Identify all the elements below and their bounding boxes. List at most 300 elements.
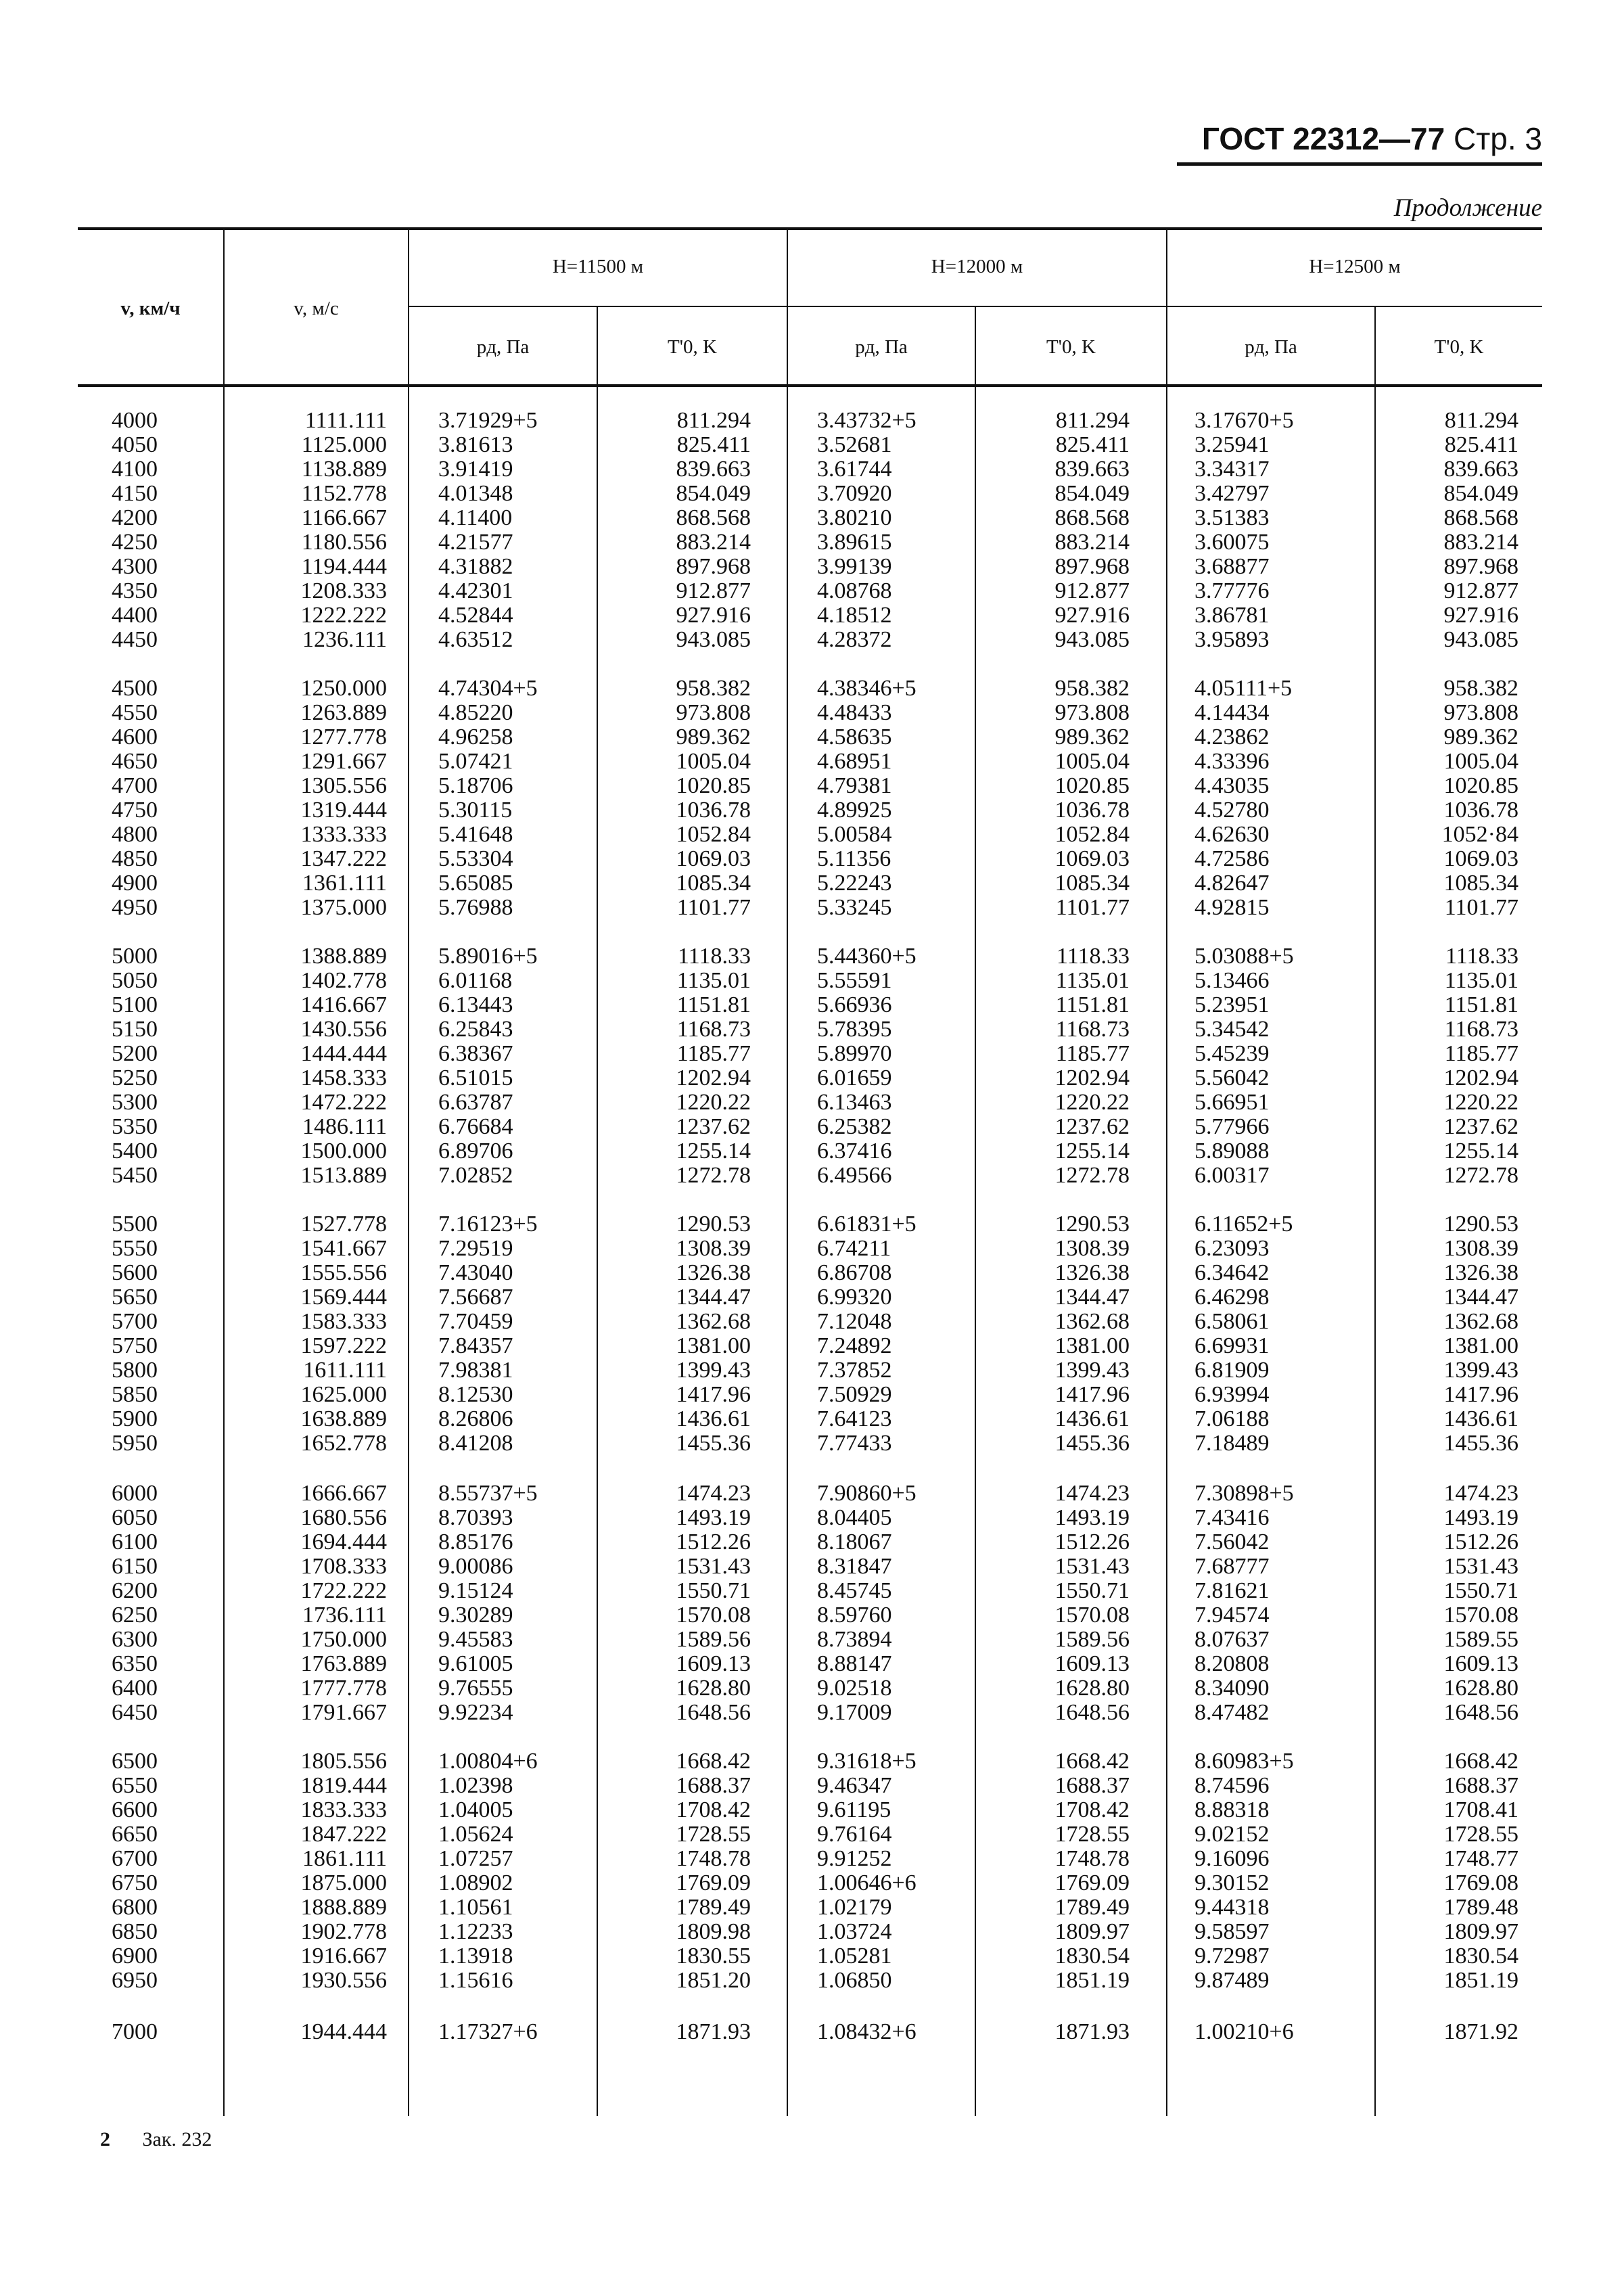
cell-v-ms: 1208.333 (300, 578, 387, 603)
cell-v-ms: 1472.222 (300, 1090, 387, 1115)
cell-v-kmh: 4500 (112, 676, 158, 701)
cell-pressure-12000: 8.73894 (817, 1627, 892, 1652)
cell-v-ms: 1486.111 (302, 1114, 387, 1139)
table-row (0, 1628, 1624, 1652)
cell-temp-11500: 1135.01 (676, 968, 751, 993)
cell-pressure-11500: 5.18706 (438, 773, 513, 798)
cell-pressure-12000: 5.89970 (817, 1041, 892, 1066)
cell-pressure-12500: 7.94574 (1194, 1603, 1270, 1628)
cell-temp-11500: 1069.03 (676, 846, 751, 871)
cell-pressure-12000: 6.01659 (817, 1065, 892, 1090)
cell-pressure-12000: 5.22243 (817, 871, 892, 896)
cell-pressure-12000: 9.31618+5 (817, 1749, 917, 1774)
cell-temp-11500: 839.663 (676, 457, 751, 482)
cell-pressure-12500: 8.34090 (1194, 1676, 1270, 1701)
cell-v-kmh: 4400 (112, 603, 158, 628)
cell-pressure-12500: 5.34542 (1194, 1017, 1270, 1042)
cell-pressure-11500: 4.11400 (438, 505, 513, 530)
cell-pressure-12000: 8.59760 (817, 1603, 892, 1628)
cell-temp-12500: 1830.54 (1443, 1944, 1518, 1969)
cell-v-ms: 1819.444 (300, 1773, 387, 1798)
cell-temp-12500: 1809.97 (1443, 1919, 1518, 1944)
cell-pressure-11500: 5.30115 (438, 798, 513, 823)
cell-v-ms: 1875.000 (300, 1870, 387, 1895)
cell-pressure-11500: 7.02852 (438, 1163, 513, 1188)
cell-pressure-12000: 1.06850 (817, 1968, 892, 1993)
cell-pressure-12500: 6.00317 (1194, 1163, 1270, 1188)
table-row (0, 1139, 1624, 1164)
cell-pressure-12000: 7.37852 (817, 1358, 892, 1383)
cell-pressure-12500: 5.03088+5 (1194, 944, 1294, 969)
cell-v-kmh: 6300 (112, 1627, 158, 1652)
cell-v-ms: 1111.111 (304, 408, 387, 433)
cell-v-ms: 1319.444 (300, 798, 387, 823)
table-row (0, 603, 1624, 628)
cell-pressure-12500: 4.05111+5 (1194, 676, 1293, 701)
cell-v-ms: 1527.778 (300, 1212, 387, 1237)
cell-temp-12500: 1202.94 (1443, 1065, 1518, 1090)
cell-temp-11500: 1830.55 (676, 1944, 751, 1969)
cell-temp-12500: 1036.78 (1443, 798, 1518, 823)
cell-temp-12500: 1550.71 (1443, 1578, 1518, 1603)
cell-pressure-11500: 4.96258 (438, 724, 513, 750)
cell-temp-11500: 973.808 (676, 700, 751, 725)
cell-pressure-11500: 8.41208 (438, 1431, 513, 1456)
table-row (0, 1798, 1624, 1822)
cell-pressure-12500: 9.58597 (1194, 1919, 1270, 1944)
cell-pressure-12500: 5.56042 (1194, 1065, 1270, 1090)
cell-v-ms: 1805.556 (300, 1749, 387, 1774)
header-altitude-12500: H=12500 м (1309, 256, 1401, 277)
cell-v-ms: 1333.333 (300, 822, 387, 847)
cell-temp-12500: 1728.55 (1443, 1822, 1518, 1847)
cell-temp-12500: 1237.62 (1443, 1114, 1518, 1139)
cell-temp-11500: 1101.77 (676, 895, 751, 920)
table-row (0, 1481, 1624, 1506)
cell-v-ms: 1569.444 (300, 1285, 387, 1310)
cell-pressure-12500: 8.20808 (1194, 1651, 1270, 1676)
cell-pressure-12000: 9.46347 (817, 1773, 892, 1798)
cell-temp-12000: 1308.39 (1054, 1236, 1130, 1261)
cell-pressure-11500: 6.51015 (438, 1065, 513, 1090)
table-row (0, 823, 1624, 847)
table-row (0, 1383, 1624, 1407)
cell-v-ms: 1250.000 (300, 676, 387, 701)
cell-pressure-12000: 4.08768 (817, 578, 892, 603)
cell-pressure-12000: 8.18067 (817, 1530, 892, 1555)
cell-temp-12000: 1381.00 (1054, 1333, 1130, 1358)
cell-v-ms: 1944.444 (300, 2019, 387, 2044)
cell-temp-11500: 1344.47 (676, 1285, 751, 1310)
cell-temp-12000: 1708.42 (1054, 1797, 1130, 1822)
cell-pressure-11500: 5.41648 (438, 822, 513, 847)
cell-pressure-12000: 4.18512 (817, 603, 892, 628)
cell-temp-12000: 973.808 (1054, 700, 1130, 725)
table-row (0, 701, 1624, 725)
cell-temp-12500: 912.877 (1443, 578, 1518, 603)
cell-v-ms: 1305.556 (300, 773, 387, 798)
cell-pressure-12500: 3.42797 (1194, 481, 1270, 506)
cell-pressure-12500: 4.52780 (1194, 798, 1270, 823)
cell-v-ms: 1416.667 (300, 992, 387, 1017)
cell-temp-11500: 1688.37 (676, 1773, 751, 1798)
cell-temp-12500: 943.085 (1443, 627, 1518, 652)
table-row (0, 555, 1624, 579)
cell-temp-12000: 1531.43 (1054, 1554, 1130, 1579)
cell-pressure-12000: 7.77433 (817, 1431, 892, 1456)
cell-v-kmh: 5350 (112, 1114, 158, 1139)
cell-pressure-12000: 8.31847 (817, 1554, 892, 1579)
cell-pressure-12500: 4.72586 (1194, 846, 1270, 871)
cell-temp-11500: 1118.33 (678, 944, 751, 969)
cell-temp-12000: 912.877 (1054, 578, 1130, 603)
cell-temp-12500: 1851.19 (1443, 1968, 1518, 1993)
header-v-kmh: v, км/ч (120, 298, 181, 319)
cell-v-ms: 1722.222 (300, 1578, 387, 1603)
cell-pressure-12000: 6.49566 (817, 1163, 892, 1188)
cell-temp-12500: 1769.08 (1443, 1870, 1518, 1895)
table-row (0, 530, 1624, 555)
cell-v-kmh: 5400 (112, 1138, 158, 1164)
table-row (0, 725, 1624, 750)
cell-pressure-11500: 5.65085 (438, 871, 513, 896)
cell-v-ms: 1597.222 (300, 1333, 387, 1358)
cell-pressure-12000: 9.61195 (817, 1797, 891, 1822)
table-row (0, 1579, 1624, 1603)
cell-pressure-11500: 9.76555 (438, 1676, 513, 1701)
cell-v-ms: 1902.778 (300, 1919, 387, 1944)
standard-number: ГОСТ 22312—77 (1201, 121, 1445, 156)
cell-temp-12000: 1255.14 (1054, 1138, 1130, 1164)
cell-pressure-11500: 3.71929+5 (438, 408, 538, 433)
table-row (0, 1774, 1624, 1798)
cell-pressure-12000: 3.80210 (817, 505, 892, 530)
cell-temp-12000: 1399.43 (1054, 1358, 1130, 1383)
cell-pressure-11500: 4.63512 (438, 627, 513, 652)
cell-pressure-12000: 8.88147 (817, 1651, 892, 1676)
cell-temp-12500: 1789.48 (1443, 1895, 1518, 1920)
cell-temp-12000: 1290.53 (1054, 1212, 1130, 1237)
cell-v-kmh: 5900 (112, 1406, 158, 1431)
cell-pressure-11500: 1.08902 (438, 1870, 513, 1895)
cell-pressure-11500: 3.81613 (438, 432, 513, 457)
cell-temp-11500: 912.877 (676, 578, 751, 603)
cell-pressure-12500: 3.95893 (1194, 627, 1270, 652)
cell-temp-12000: 1168.73 (1055, 1017, 1130, 1042)
cell-temp-12500: 1589.55 (1443, 1627, 1518, 1652)
cell-pressure-12500: 4.23862 (1194, 724, 1270, 750)
cell-v-ms: 1236.111 (302, 627, 387, 652)
cell-pressure-12500: 6.69931 (1194, 1333, 1270, 1358)
cell-temp-11500: 1052.84 (676, 822, 751, 847)
cell-v-ms: 1930.556 (300, 1968, 387, 1993)
cell-v-kmh: 5200 (112, 1041, 158, 1066)
cell-v-ms: 1138.889 (301, 457, 387, 482)
cell-v-ms: 1277.778 (300, 724, 387, 750)
cell-temp-11500: 1308.39 (676, 1236, 751, 1261)
cell-pressure-11500: 7.43040 (438, 1260, 513, 1285)
cell-v-kmh: 5250 (112, 1065, 158, 1090)
cell-v-kmh: 6950 (112, 1968, 158, 1993)
cell-pressure-12000: 4.58635 (817, 724, 892, 750)
table-row (0, 1749, 1624, 1774)
cell-v-ms: 1861.111 (302, 1846, 387, 1871)
cell-pressure-12500: 7.81621 (1194, 1578, 1270, 1603)
cell-pressure-12000: 8.04405 (817, 1505, 892, 1530)
cell-pressure-11500: 5.53304 (438, 846, 513, 871)
cell-pressure-12500: 7.56042 (1194, 1530, 1270, 1555)
cell-v-kmh: 4900 (112, 871, 158, 896)
cell-pressure-12000: 6.74211 (817, 1236, 891, 1261)
cell-pressure-12000: 5.33245 (817, 895, 892, 920)
cell-v-ms: 1430.556 (300, 1017, 387, 1042)
cell-v-kmh: 4800 (112, 822, 158, 847)
cell-v-kmh: 5950 (112, 1431, 158, 1456)
table-row (0, 944, 1624, 969)
cell-temp-12000: 1344.47 (1054, 1285, 1130, 1310)
cell-temp-12000: 1493.19 (1054, 1505, 1130, 1530)
cell-v-kmh: 7000 (112, 2019, 158, 2044)
cell-v-kmh: 6650 (112, 1822, 158, 1847)
cell-temp-12500: 1399.43 (1443, 1358, 1518, 1383)
cell-v-kmh: 5600 (112, 1260, 158, 1285)
cell-temp-11500: 1185.77 (676, 1041, 751, 1066)
cell-pressure-12000: 5.00584 (817, 822, 892, 847)
cell-pressure-12000: 4.28372 (817, 627, 892, 652)
cell-temp-11500: 1550.71 (676, 1578, 751, 1603)
cell-temp-12500: 1688.37 (1443, 1773, 1518, 1798)
table-row (0, 506, 1624, 530)
cell-temp-12000: 1326.38 (1054, 1260, 1130, 1285)
cell-temp-12000: 1417.96 (1054, 1382, 1130, 1407)
cell-temp-12000: 1202.94 (1054, 1065, 1130, 1090)
cell-pressure-11500: 4.31882 (438, 554, 513, 579)
cell-temp-12000: 897.968 (1054, 554, 1130, 579)
cell-v-kmh: 6400 (112, 1676, 158, 1701)
cell-temp-12500: 1326.38 (1443, 1260, 1518, 1285)
cell-temp-11500: 883.214 (676, 530, 751, 555)
cell-pressure-11500: 9.45583 (438, 1627, 513, 1652)
cell-pressure-12000: 1.08432+6 (817, 2019, 917, 2044)
cell-v-kmh: 6900 (112, 1944, 158, 1969)
cell-temp-12500: 1135.01 (1444, 968, 1518, 993)
table-row (0, 1652, 1624, 1676)
cell-temp-12000: 1668.42 (1054, 1749, 1130, 1774)
header-temp-3: T'0, K (1434, 336, 1484, 358)
cell-temp-12500: 1512.26 (1443, 1530, 1518, 1555)
header-v-ms: v, м/с (294, 298, 339, 319)
cell-temp-12000: 1851.19 (1054, 1968, 1130, 1993)
cell-v-kmh: 6750 (112, 1870, 158, 1895)
cell-pressure-11500: 6.25843 (438, 1017, 513, 1042)
cell-pressure-12500: 4.33396 (1194, 749, 1270, 774)
cell-v-kmh: 5550 (112, 1236, 158, 1261)
cell-v-kmh: 6850 (112, 1919, 158, 1944)
cell-pressure-12000: 3.61744 (817, 457, 892, 482)
cell-temp-12000: 1769.09 (1054, 1870, 1130, 1895)
cell-v-kmh: 5650 (112, 1285, 158, 1310)
cell-temp-11500: 943.085 (676, 627, 751, 652)
table-row (0, 1431, 1624, 1456)
cell-v-kmh: 5450 (112, 1163, 158, 1188)
table-row (0, 579, 1624, 603)
cell-temp-12500: 1570.08 (1443, 1603, 1518, 1628)
cell-v-kmh: 6150 (112, 1554, 158, 1579)
cell-temp-12500: 1220.22 (1443, 1090, 1518, 1115)
cell-v-ms: 1680.556 (300, 1505, 387, 1530)
cell-temp-11500: 1769.09 (676, 1870, 751, 1895)
cell-pressure-11500: 5.07421 (438, 749, 513, 774)
header-pressure-2: pд, Па (855, 336, 908, 358)
cell-temp-12000: 811.294 (1055, 408, 1130, 433)
table-row (0, 993, 1624, 1017)
cell-pressure-12000: 1.02179 (817, 1895, 892, 1920)
cell-temp-12500: 1101.77 (1444, 895, 1518, 920)
cell-temp-12000: 1118.33 (1057, 944, 1130, 969)
table-row (0, 774, 1624, 798)
cell-temp-11500: 1648.56 (676, 1700, 751, 1725)
cell-pressure-12000: 4.79381 (817, 773, 892, 798)
cell-v-kmh: 4600 (112, 724, 158, 750)
cell-temp-12500: 1344.47 (1443, 1285, 1518, 1310)
cell-v-kmh: 5150 (112, 1017, 158, 1042)
cell-v-kmh: 4150 (112, 481, 158, 506)
cell-temp-11500: 1570.08 (676, 1603, 751, 1628)
cell-v-ms: 1180.556 (301, 530, 387, 555)
cell-temp-12000: 1052.84 (1054, 822, 1130, 847)
table-row (0, 433, 1624, 457)
cell-pressure-12000: 6.37416 (817, 1138, 892, 1164)
cell-pressure-12500: 6.34642 (1194, 1260, 1270, 1285)
cell-temp-11500: 1809.98 (676, 1919, 751, 1944)
cell-temp-11500: 1628.80 (676, 1676, 751, 1701)
cell-pressure-12000: 5.11356 (817, 846, 891, 871)
cell-v-kmh: 5800 (112, 1358, 158, 1383)
cell-temp-12000: 1830.54 (1054, 1944, 1130, 1969)
cell-temp-12000: 1609.13 (1054, 1651, 1130, 1676)
cell-v-ms: 1402.778 (300, 968, 387, 993)
cell-v-kmh: 4050 (112, 432, 158, 457)
cell-temp-11500: 1609.13 (676, 1651, 751, 1676)
cell-pressure-12500: 8.60983+5 (1194, 1749, 1294, 1774)
cell-v-kmh: 4750 (112, 798, 158, 823)
cell-v-kmh: 5750 (112, 1333, 158, 1358)
cell-temp-12500: 1185.77 (1444, 1041, 1518, 1066)
cell-v-kmh: 4700 (112, 773, 158, 798)
cell-pressure-12500: 9.30152 (1194, 1870, 1270, 1895)
cell-temp-11500: 1272.78 (676, 1163, 751, 1188)
cell-pressure-11500: 4.21577 (438, 530, 513, 555)
header-temp-2: T'0, K (1046, 336, 1096, 358)
cell-temp-12500: 1493.19 (1443, 1505, 1518, 1530)
cell-pressure-11500: 8.85176 (438, 1530, 513, 1555)
cell-pressure-11500: 7.29519 (438, 1236, 513, 1261)
cell-pressure-11500: 6.76684 (438, 1114, 513, 1139)
cell-v-kmh: 6350 (112, 1651, 158, 1676)
table-row (0, 871, 1624, 896)
cell-pressure-12500: 3.51383 (1194, 505, 1270, 530)
cell-v-kmh: 4850 (112, 846, 158, 871)
header-altitude-11500: H=11500 м (552, 256, 644, 277)
cell-pressure-12000: 3.70920 (817, 481, 892, 506)
cell-temp-12500: 1052·84 (1441, 822, 1518, 847)
header-temp-1: T'0, K (668, 336, 717, 358)
table-row (0, 1555, 1624, 1579)
cell-pressure-12000: 3.52681 (817, 432, 892, 457)
cell-temp-12500: 1871.92 (1443, 2019, 1518, 2044)
cell-pressure-12000: 1.00646+6 (817, 1870, 917, 1895)
cell-pressure-12500: 4.14434 (1194, 700, 1270, 725)
cell-pressure-12500: 5.66951 (1194, 1090, 1270, 1115)
cell-temp-12500: 1648.56 (1443, 1700, 1518, 1725)
cell-pressure-12500: 8.88318 (1194, 1797, 1270, 1822)
cell-pressure-12500: 7.43416 (1194, 1505, 1270, 1530)
cell-pressure-11500: 7.56687 (438, 1285, 513, 1310)
cell-pressure-12000: 6.86708 (817, 1260, 892, 1285)
cell-pressure-11500: 9.15124 (438, 1578, 513, 1603)
cell-temp-11500: 811.294 (676, 408, 751, 433)
cell-pressure-11500: 1.00804+6 (438, 1749, 538, 1774)
cell-v-ms: 1166.667 (301, 505, 387, 530)
table-row (0, 969, 1624, 993)
table-row (0, 1530, 1624, 1555)
cell-pressure-11500: 9.92234 (438, 1700, 513, 1725)
cell-temp-12000: 1809.97 (1054, 1919, 1130, 1944)
table-row (0, 1334, 1624, 1358)
cell-pressure-12500: 5.89088 (1194, 1138, 1270, 1164)
table-row (0, 457, 1624, 482)
header-pressure-1: pд, Па (476, 336, 530, 358)
cell-temp-12500: 811.294 (1444, 408, 1518, 433)
table-row (0, 1358, 1624, 1383)
cell-pressure-12500: 5.45239 (1194, 1041, 1270, 1066)
header-pressure-3: pд, Па (1245, 336, 1297, 358)
cell-temp-11500: 1512.26 (676, 1530, 751, 1555)
cell-pressure-12000: 9.91252 (817, 1846, 892, 1871)
cell-pressure-12500: 7.68777 (1194, 1554, 1270, 1579)
cell-temp-11500: 1455.36 (676, 1431, 751, 1456)
cell-temp-12000: 1728.55 (1054, 1822, 1130, 1847)
cell-temp-12000: 825.411 (1055, 432, 1130, 457)
cell-pressure-11500: 7.98381 (438, 1358, 513, 1383)
cell-v-kmh: 6450 (112, 1700, 158, 1725)
cell-v-kmh: 6200 (112, 1578, 158, 1603)
cell-v-kmh: 5050 (112, 968, 158, 993)
cell-pressure-12000: 9.02518 (817, 1676, 892, 1701)
cell-v-kmh: 6050 (112, 1505, 158, 1530)
cell-pressure-12500: 8.74596 (1194, 1773, 1270, 1798)
table-row (0, 1944, 1624, 1969)
cell-temp-12500: 1151.81 (1444, 992, 1518, 1017)
cell-temp-11500: 1748.78 (676, 1846, 751, 1871)
cell-temp-12000: 927.916 (1054, 603, 1130, 628)
cell-pressure-11500: 4.74304+5 (438, 676, 538, 701)
cell-temp-11500: 1493.19 (676, 1505, 751, 1530)
cell-pressure-11500: 1.04005 (438, 1797, 513, 1822)
cell-pressure-12500: 5.13466 (1194, 968, 1270, 993)
cell-temp-11500: 1085.34 (676, 871, 751, 896)
cell-pressure-12500: 1.00210+6 (1194, 2019, 1294, 2044)
cell-v-kmh: 6550 (112, 1773, 158, 1798)
cell-temp-12000: 1512.26 (1054, 1530, 1130, 1555)
cell-temp-12500: 1381.00 (1443, 1333, 1518, 1358)
cell-pressure-12000: 4.38346+5 (817, 676, 917, 701)
cell-temp-11500: 868.568 (676, 505, 751, 530)
cell-v-ms: 1500.000 (300, 1138, 387, 1164)
cell-temp-11500: 825.411 (676, 432, 751, 457)
cell-v-ms: 1888.889 (300, 1895, 387, 1920)
cell-pressure-12000: 6.99320 (817, 1285, 892, 1310)
